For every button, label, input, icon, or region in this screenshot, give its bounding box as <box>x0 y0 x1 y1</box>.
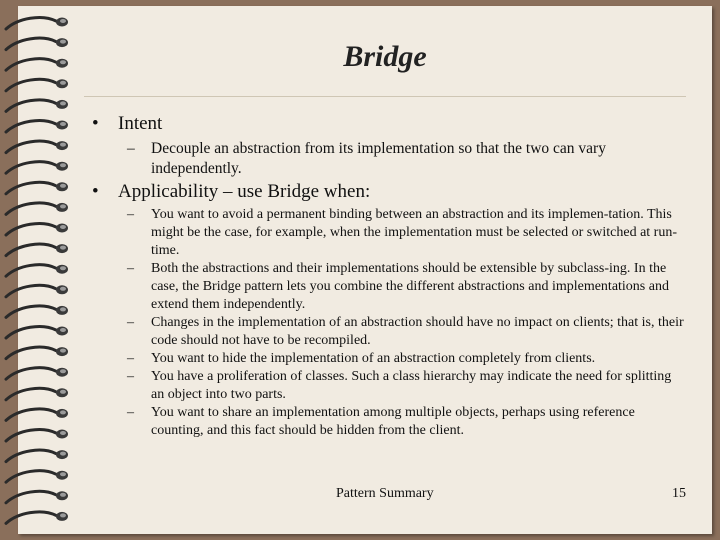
slide-title: Bridge <box>343 40 427 73</box>
list-item <box>127 260 687 314</box>
ring-highlight <box>60 143 66 147</box>
item-dash: – <box>127 369 134 384</box>
ring-wire <box>6 450 56 461</box>
ring-wire <box>6 491 56 502</box>
item-dash: – <box>127 207 134 222</box>
item-text: You want to hide the implementation of an abstraction completely from clients. <box>151 351 596 366</box>
ring-wire <box>6 38 56 49</box>
ring-wire <box>6 244 56 255</box>
title-divider <box>84 96 686 97</box>
ring-wire <box>6 182 56 193</box>
ring-highlight <box>60 513 66 517</box>
ring-highlight <box>60 266 66 270</box>
ring-wire <box>6 162 56 173</box>
ring-wire <box>6 388 56 399</box>
bullet-marker: • <box>92 113 99 134</box>
ring-highlight <box>60 163 66 167</box>
ring-highlight <box>60 390 66 394</box>
footer-title: Pattern Summary <box>336 486 434 501</box>
ring-highlight <box>60 184 66 188</box>
ring-highlight <box>60 40 66 44</box>
ring-highlight <box>60 369 66 373</box>
ring-wire <box>6 409 56 420</box>
ring-wire <box>6 430 56 441</box>
item-text: Both the abstractions and their implementations should be extensible by subclass-ing. In the case, the Bridge pattern lets you combine the different abstractions and implementations and extend them independently. <box>151 261 669 312</box>
ring-highlight <box>60 328 66 332</box>
ring-highlight <box>60 81 66 85</box>
ring-highlight <box>60 122 66 126</box>
ring-wire <box>6 285 56 296</box>
ring-wire <box>6 347 56 358</box>
ring-wire <box>6 18 56 29</box>
ring-highlight <box>60 225 66 229</box>
ring-wire <box>6 512 56 523</box>
item-text: You have a proliferation of classes. Such a class hierarchy may indicate the need for splitting an object into two parts. <box>151 369 672 402</box>
ring-highlight <box>60 493 66 497</box>
ring-wire <box>6 327 56 338</box>
item-text: You want to avoid a permanent binding between an abstraction and its implemen-tation. This might be the case, for example, when the implementation must be selected or switched at run-time. <box>151 207 677 258</box>
ring-wire <box>6 368 56 379</box>
spiral-binding-icon <box>0 0 90 540</box>
list-item <box>127 314 687 350</box>
ring-wire <box>6 306 56 317</box>
list-item <box>127 350 687 368</box>
ring-wire <box>6 100 56 111</box>
ring-wire <box>6 265 56 276</box>
ring-highlight <box>60 431 66 435</box>
ring-wire <box>6 224 56 235</box>
ring-wire <box>6 79 56 90</box>
item-text: Changes in the implementation of an abstraction should have no impact on clients; that is, their code should not have to be recompiled. <box>151 315 684 348</box>
sub-text: Decouple an abstraction from its implementation so that the two can vary independently. <box>151 140 606 177</box>
item-dash: – <box>127 261 134 276</box>
list-item <box>127 206 687 260</box>
page-number: 15 <box>672 486 686 501</box>
ring-highlight <box>60 410 66 414</box>
ring-wire <box>6 203 56 214</box>
ring-highlight <box>60 19 66 23</box>
item-dash: – <box>127 315 134 330</box>
item-text: You want to share an implementation among multiple objects, perhaps using reference counting, and this fact should be hidden from the client. <box>151 405 635 438</box>
ring-highlight <box>60 246 66 250</box>
ring-wire <box>6 121 56 132</box>
sub-dash: – <box>127 140 135 157</box>
ring-highlight <box>60 349 66 353</box>
bullet-text: Intent <box>118 113 163 134</box>
ring-highlight <box>60 287 66 291</box>
list-item <box>127 404 687 440</box>
ring-highlight <box>60 472 66 476</box>
bullet-text: Applicability – use Bridge when: <box>118 181 371 202</box>
item-dash: – <box>127 405 134 420</box>
bullet-marker: • <box>92 181 99 202</box>
ring-highlight <box>60 101 66 105</box>
list-item <box>127 368 687 404</box>
ring-highlight <box>60 204 66 208</box>
ring-highlight <box>60 452 66 456</box>
ring-highlight <box>60 60 66 64</box>
item-dash: – <box>127 351 134 366</box>
ring-wire <box>6 59 56 70</box>
ring-highlight <box>60 307 66 311</box>
applicability-list <box>127 206 687 440</box>
ring-wire <box>6 471 56 482</box>
ring-wire <box>6 141 56 152</box>
